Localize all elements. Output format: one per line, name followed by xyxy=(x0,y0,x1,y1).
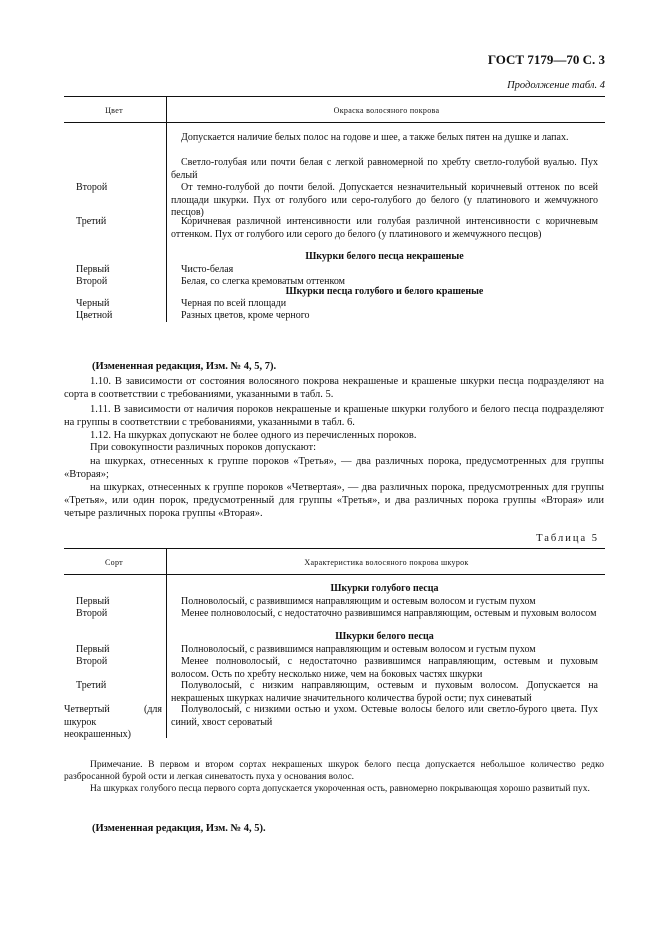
table4-row-label: Второй xyxy=(76,276,108,287)
table4-row-text: Светло-голубая или почти белая с легкой равномерной по хребту светло-голубой вуалью. Пух белый xyxy=(171,157,598,181)
table4-row-label: Третий xyxy=(76,216,107,227)
table5-row-text: Полноволосый, с развившимся направляющим и остевым волосом и густым пухом xyxy=(181,596,536,607)
clause-combination: При совокупности различных пороков допускают: xyxy=(90,442,317,453)
table5-col-header-grade: Сорт xyxy=(105,558,123,567)
table4-row-label: Черный xyxy=(76,298,110,309)
table4-row-text: Черная по всей площади xyxy=(181,298,287,309)
table5-row-label: Второй xyxy=(76,656,108,667)
table5-subheading: Шкурки белого песца xyxy=(335,631,434,642)
table5-subheading: Шкурки голубого песца xyxy=(330,583,439,594)
table4-col-header-color: Цвет xyxy=(105,106,123,115)
table5-caption: Таблица 5 xyxy=(536,533,599,544)
table5-column-divider xyxy=(166,548,167,738)
table4-subheading: Шкурки белого песца некрашеные xyxy=(305,251,464,262)
table5-row-text: Полуволосый, с низкими остью и ухом. Остевые волосы белого или светло-бурого цвета. Пух синий, хвост сероватый xyxy=(171,704,598,728)
table4-column-divider xyxy=(166,96,167,322)
table-continuation-label: Продолжение табл. 4 xyxy=(507,80,605,91)
table5-top-rule xyxy=(64,548,605,549)
table4-row-text: Разных цветов, кроме черного xyxy=(181,310,310,321)
clause-fourth-group: на шкурках, отнесенных к группе пороков «Четвертая», — два различных порока, предусмотренных для группы «Третья», или один порок, предусмотренный для группы «Третья», и два различных порока группы «Вторая» или четыре различных порока группы «Вторая». xyxy=(64,482,604,519)
clause-1-12: 1.12. На шкурках допускают не более одного из перечисленных пороков. xyxy=(90,430,417,441)
table4-subheading: Шкурки песца голубого и белого крашеные xyxy=(285,286,484,297)
table5-row-label: Четвертый (для шкурок неокрашенных) xyxy=(64,704,162,740)
note-text: Примечание. В первом и втором сортах некрашеных шкурок белого песца допускается небольшое количество редко разбросанной бурой ости и легкая синеватость пуха у основания волос. xyxy=(64,760,604,782)
table5-col-header-characteristics: Характеристика волосяного покрова шкурок xyxy=(304,558,469,567)
table4-row-text: Коричневая различной интенсивности или голубая различной интенсивности с коричневым оттенком. Пух от голубого или серого до белого (у платинового и жемчужного песцов) xyxy=(171,216,598,240)
table5-header-rule xyxy=(64,574,605,575)
table5-row-label: Первый xyxy=(76,644,110,655)
table5-row-text: Полноволосый, с развившимся направляющим и остевым волосом и густым пухом xyxy=(181,644,536,655)
table5-row-text: Менее полноволосый, с недостаточно развившимся направляющим, остевым и пуховым волосом xyxy=(181,608,597,619)
table4-row-label: Цветной xyxy=(76,310,113,321)
amendment-note-2: (Измененная редакция, Изм. № 4, 5). xyxy=(92,823,266,834)
table5-row-label: Третий xyxy=(76,680,107,691)
table4-row-text: От темно-голубой до почти белой. Допускается незначительный коричневый оттенок по всей площади шкурки. Пух от голубого или серо-голубого до белого (у платинового и жемчужного песцов) xyxy=(171,182,598,218)
table4-header-rule xyxy=(64,122,605,123)
table5-note xyxy=(64,759,604,783)
table4-row-text: Чисто-белая xyxy=(181,264,234,275)
table4-top-rule xyxy=(64,96,605,97)
table5-row-label: Второй xyxy=(76,608,108,619)
table5-row-text: Полуволосый, с низким направляющим, остевым и пуховым волосом. Допускается на некрашеных шкурках наличие значительного количества бурой ости; пух синеватый xyxy=(171,680,598,704)
table5-row-label: Первый xyxy=(76,596,110,607)
clause-1-10: 1.10. В зависимости от состояния волосяного покрова некрашеные и крашеные шкурки песца подразделяют на сорта в соответствии с требованиями, указанными в табл. 5. xyxy=(64,376,604,400)
table4-row-text: Белая, со слегка кремоватым оттенком xyxy=(181,276,345,287)
clause-1-11: 1.11. В зависимости от наличия пороков некрашеные и крашеные шкурки голубого и белого песца подразделяют на группы в соответствии с требованиями, указанными в табл. 6. xyxy=(64,404,604,428)
table5-note-2: На шкурках голубого песца первого сорта допускается укороченная ость, равномерно покрывающая хорошо развитый пух. xyxy=(90,784,590,794)
table4-col-header-coloring: Окраска волосяного покрова xyxy=(333,106,440,115)
table4-row-label: Второй xyxy=(76,182,108,193)
clause-third-group: на шкурках, отнесенных к группе пороков «Третья», — два различных порока, предусмотренных для группы «Вторая»; xyxy=(64,456,604,480)
table4-row-text: Допускается наличие белых полос на годове и шее, а также белых пятен на душке и лапах. xyxy=(181,132,569,143)
amendment-note: (Измененная редакция, Изм. № 4, 5, 7). xyxy=(92,361,277,372)
table4-row-label: Первый xyxy=(76,264,110,275)
page-header-code: ГОСТ 7179—70 С. 3 xyxy=(487,52,605,67)
table5-row-text: Менее полноволосый, с недостаточно развившимся направляющим, остевым и пуховым волосом. Ость по хребту несколько ниже, чем на боковых частях шкурки xyxy=(171,656,598,680)
